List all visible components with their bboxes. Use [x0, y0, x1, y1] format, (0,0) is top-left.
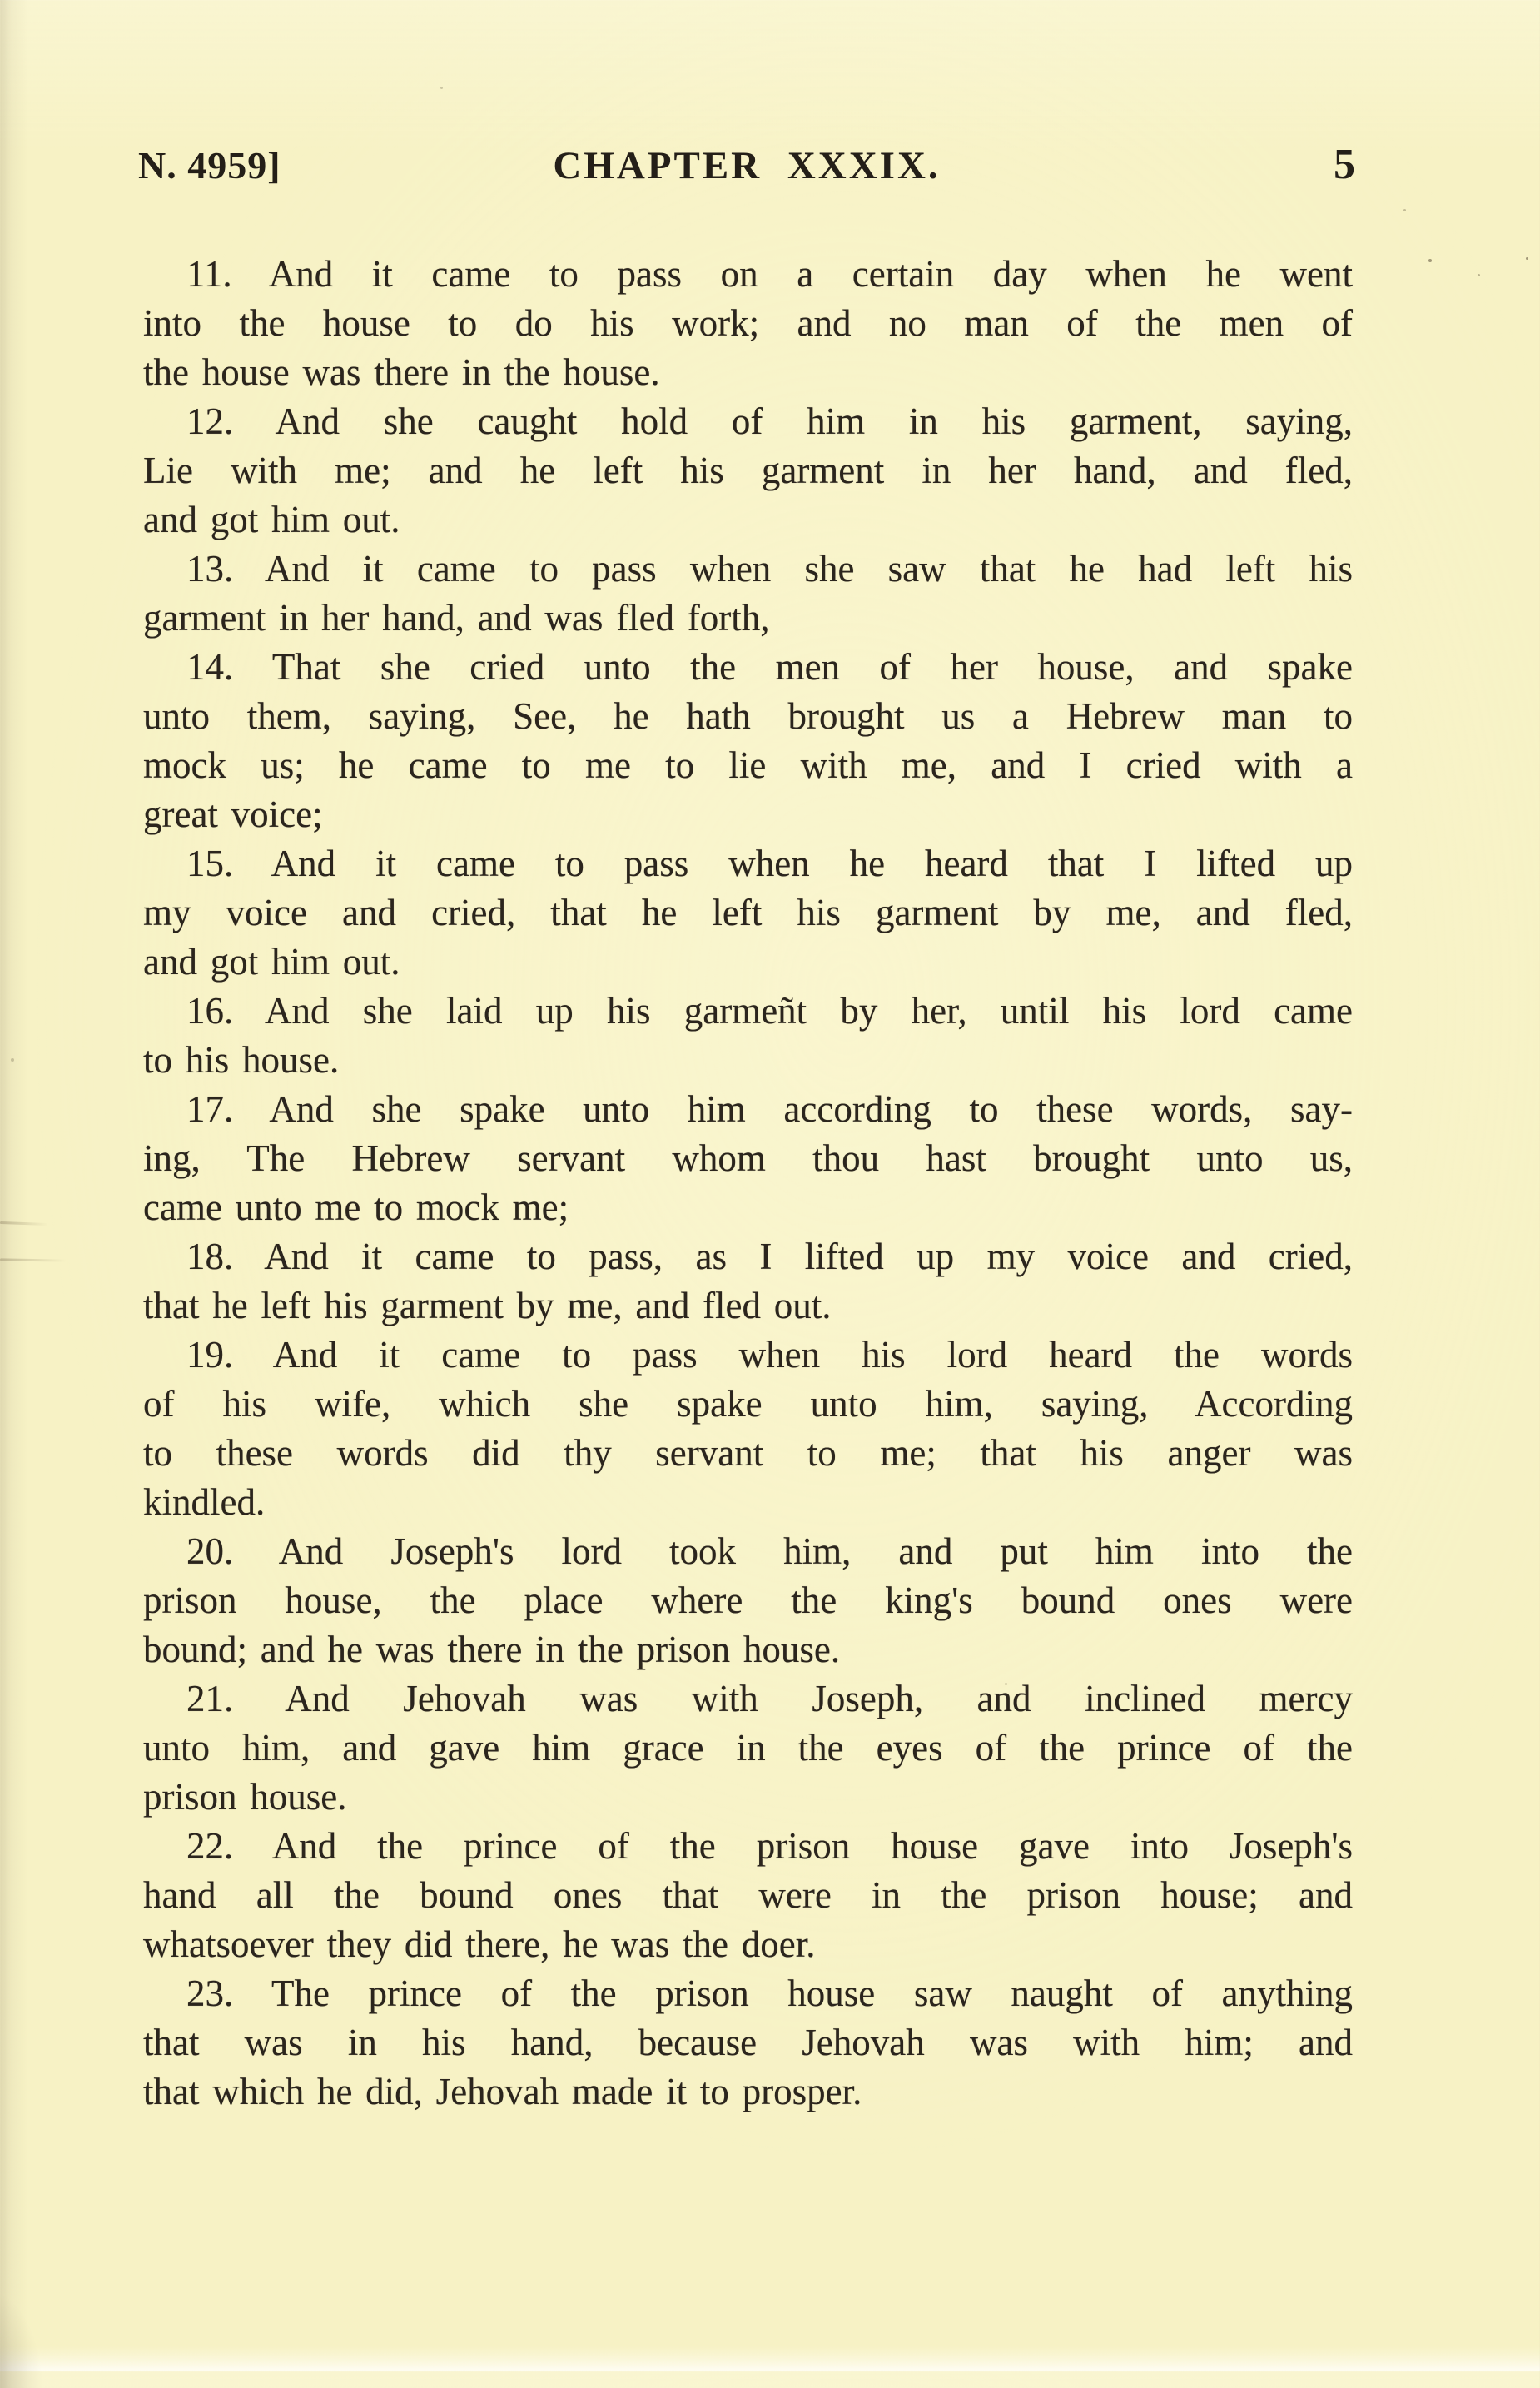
verse-line: garment in her hand, and was fled forth,	[143, 597, 770, 639]
verse-19	[143, 1331, 1353, 1527]
verse-line: 15. And it came to pass when he heard that I lifted up	[186, 843, 1353, 884]
verse-13	[143, 545, 1353, 643]
verse-14	[143, 643, 1353, 839]
verse-line: to his house.	[143, 1039, 340, 1081]
verse-line: prison house, the place where the king's bound ones were	[143, 1580, 1353, 1621]
running-head	[138, 140, 1355, 189]
verse-16	[143, 987, 1353, 1085]
verse-line: that was in his hand, because Jehovah was with him; and	[143, 2022, 1353, 2063]
verse-line: great voice;	[143, 794, 323, 835]
verse-line: and got him out.	[143, 941, 400, 983]
verse-line: 12. And she caught hold of him in his garment, saying,	[186, 400, 1353, 442]
verse-line: to these words did thy servant to me; that his anger was	[143, 1432, 1353, 1474]
verse-line: my voice and cried, that he left his garment by me, and fled,	[143, 892, 1353, 933]
verse-line: kindled.	[143, 1481, 266, 1523]
corner-smudge	[0, 2288, 43, 2388]
verse-line: that which he did, Jehovah made it to prosper.	[143, 2071, 862, 2112]
verse-line: bound; and he was there in the prison house.	[143, 1629, 841, 1670]
page-crease	[0, 1258, 67, 1261]
verse-18	[143, 1232, 1353, 1331]
verse-line: 21. And Jehovah was with Joseph, and inclined mercy	[186, 1678, 1353, 1719]
page-crease	[0, 1221, 48, 1226]
paper-speck	[1428, 259, 1432, 262]
verse-line: 17. And she spake unto him according to these words, say-	[186, 1088, 1353, 1130]
verse-line: and got him out.	[143, 499, 400, 540]
paper-speck	[11, 1058, 14, 1062]
verse-15	[143, 839, 1353, 987]
text-block	[143, 250, 1353, 2117]
verse-12	[143, 397, 1353, 545]
paper-speck	[1005, 1683, 1007, 1685]
page-number: 5	[1334, 141, 1355, 188]
verse-line: that he left his garment by me, and fled out.	[143, 1285, 832, 1326]
verse-17	[143, 1085, 1353, 1232]
verse-line: into the house to do his work; and no man of the men of	[143, 302, 1353, 344]
verse-line: 11. And it came to pass on a certain day when he went	[186, 253, 1353, 295]
verse-line: 23. The prince of the prison house saw naught of anything	[186, 1973, 1353, 2014]
verse-line: of his wife, which she spake unto him, saying, According	[143, 1383, 1353, 1425]
chapter-title: CHAPTER XXXIX.	[553, 144, 941, 187]
paper-speck	[1526, 257, 1528, 260]
verse-line: 18. And it came to pass, as I lifted up my voice and cried,	[186, 1236, 1353, 1277]
verse-line: 20. And Joseph's lord took him, and put him into the	[186, 1530, 1353, 1572]
verse-line: unto him, and gave him grace in the eyes of the prince of the	[143, 1727, 1353, 1769]
verse-line: 14. That she cried unto the men of her house, and spake	[186, 646, 1353, 688]
verse-line: the house was there in the house.	[143, 351, 660, 393]
verse-line: 13. And it came to pass when she saw that he had left his	[186, 548, 1353, 590]
verse-line: hand all the bound ones that were in the prison house; and	[143, 1874, 1353, 1916]
verse-line: ing, The Hebrew servant whom thou hast brought unto us,	[143, 1137, 1353, 1179]
verse-21	[143, 1674, 1353, 1822]
paper-speck	[1478, 274, 1480, 276]
verse-line: 22. And the prince of the prison house gave into Joseph's	[186, 1825, 1353, 1867]
paper-speck	[1403, 209, 1406, 211]
verse-line: unto them, saying, See, he hath brought us a Hebrew man to	[143, 695, 1353, 737]
verse-line: whatsoever they did there, he was the doer.	[143, 1923, 816, 1965]
verse-11	[143, 250, 1353, 397]
verse-line: 19. And it came to pass when his lord heard the words	[186, 1334, 1353, 1376]
signature-mark: N. 4959]	[138, 144, 281, 187]
verse-23	[143, 1969, 1353, 2117]
verse-line: Lie with me; and he left his garment in her hand, and fled,	[143, 450, 1353, 491]
verse-22	[143, 1822, 1353, 1969]
verse-line: mock us; he came to me to lie with me, and I cried with a	[143, 744, 1353, 786]
paper-speck	[440, 87, 443, 89]
verse-20	[143, 1527, 1353, 1674]
verse-line: came unto me to mock me;	[143, 1187, 569, 1228]
verse-line: prison house.	[143, 1776, 347, 1818]
verse-line: 16. And she laid up his garmeñt by her, until his lord came	[186, 990, 1353, 1032]
